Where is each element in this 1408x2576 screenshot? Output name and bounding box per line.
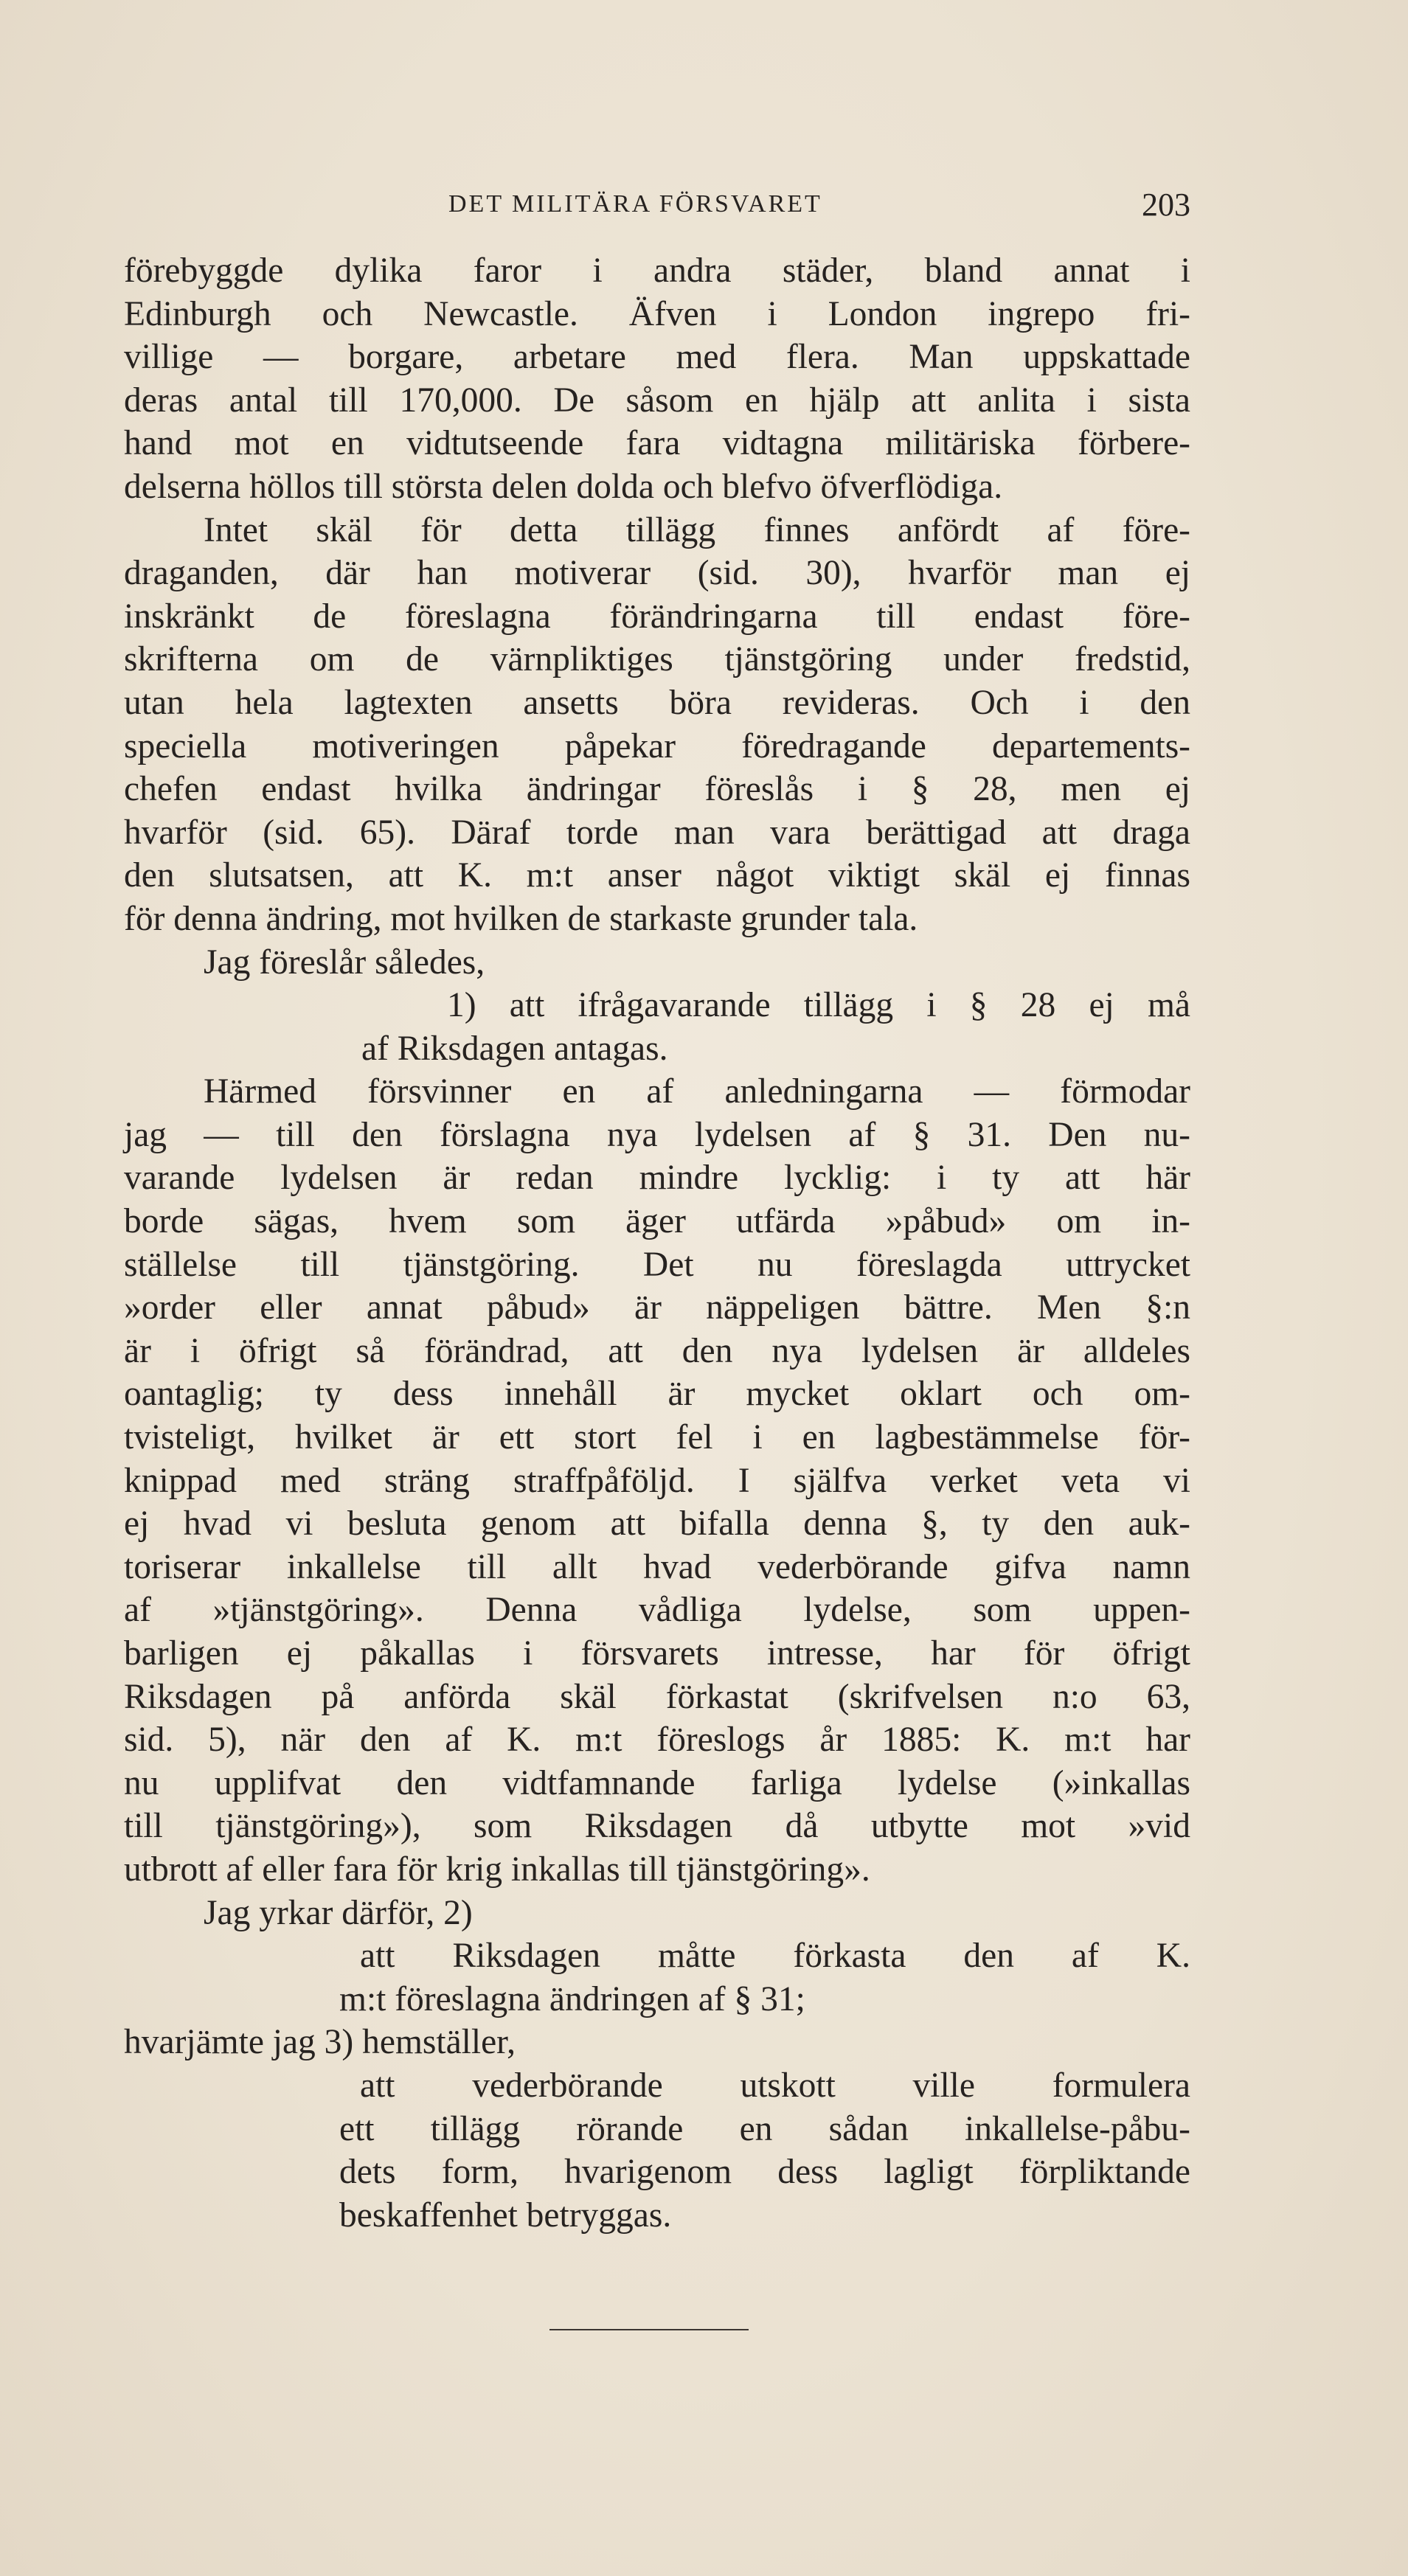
text-line: att vederbörande utskott ville formulera — [360, 2066, 1190, 2105]
text-line: af Riksdagen antagas. — [361, 1029, 668, 1068]
text-line: hvarför (sid. 65). Däraf torde man vara berättigad att draga — [124, 813, 1190, 852]
text-line: toriserar inkallelse till allt hvad vederbörande gifva namn — [124, 1547, 1190, 1586]
text-line: villige — borgare, arbetare med flera. Man uppskattade — [124, 338, 1190, 377]
text-line: Jag föreslår således, — [204, 942, 485, 982]
text-line: till tjänstgöring»), som Riksdagen då utbytte mot »vid — [124, 1807, 1190, 1846]
text-line: varande lydelsen är redan mindre lycklig: i ty att här — [124, 1159, 1190, 1198]
text-line: af »tjänstgöring». Denna vådliga lydelse, som uppen- — [124, 1591, 1190, 1630]
text-line: den slutsatsen, att K. m:t anser något viktigt skäl ej finnas — [124, 856, 1190, 895]
text-line: är i öfrigt så förändrad, att den nya lydelsen är alldeles — [124, 1331, 1190, 1370]
text-line: dets form, hvarigenom dess lagligt förpliktande — [339, 2153, 1190, 2192]
text-line: att Riksdagen måtte förkasta den af K. — [360, 1937, 1190, 1976]
text-line: chefen endast hvilka ändringar föreslås i § 28, men ej — [124, 770, 1190, 809]
page-header — [124, 186, 1190, 230]
text-line: hand mot en vidtutseende fara vidtagna militäriska förbere- — [124, 424, 1190, 463]
text-line: Edinburgh och Newcastle. Äfven i London ingrepo fri- — [124, 294, 1190, 333]
text-line: draganden, där han motiverar (sid. 30), hvarför man ej — [124, 554, 1190, 593]
text-line: knippad med sträng straffpåföljd. I själfva verket veta vi — [124, 1461, 1190, 1500]
text-line: jag — till den förslagna nya lydelsen af § 31. Den nu- — [124, 1115, 1190, 1154]
text-line: utbrott af eller fara för krig inkallas till tjänstgöring». — [124, 1850, 870, 1889]
text-line: inskränkt de föreslagna förändringarna till endast före- — [124, 597, 1190, 636]
text-line: ställelse till tjänstgöring. Det nu föreslagda uttrycket — [124, 1245, 1190, 1284]
text-line: ej hvad vi besluta genom att bifalla denna §, ty den auk- — [124, 1504, 1190, 1544]
text-line: utan hela lagtexten ansetts böra revideras. Och i den — [124, 683, 1190, 722]
running-title: DET MILITÄRA FÖRSVARET — [448, 190, 822, 218]
text-line: för denna ändring, mot hvilken de starkaste grunder tala. — [124, 899, 918, 938]
text-line: speciella motiveringen påpekar föredragande departements- — [124, 726, 1190, 765]
text-line: m:t föreslagna ändringen af § 31; — [339, 1979, 805, 2018]
text-line: delserna höllos till största delen dolda och blefvo öfverflödiga. — [124, 467, 1003, 506]
section-end-rule — [549, 2329, 749, 2330]
text-line: borde sägas, hvem som äger utfärda »påbud» om in- — [124, 1202, 1190, 1241]
text-line: Jag yrkar därför, 2) — [204, 1893, 473, 1932]
text-line: tvisteligt, hvilket är ett stort fel i en lagbestämmelse för- — [124, 1418, 1190, 1457]
text-line: »order eller annat påbud» är näppeligen bättre. Men §:n — [124, 1288, 1190, 1327]
text-line: oantaglig; ty dess innehåll är mycket oklart och om- — [124, 1375, 1190, 1414]
text-line: barligen ej påkallas i försvarets intresse, har för öfrigt — [124, 1634, 1190, 1673]
text-line: hvarjämte jag 3) hemställer, — [124, 2023, 516, 2062]
text-line: beskaffenhet betryggas. — [339, 2195, 672, 2235]
text-line: ett tillägg rörande en sådan inkallelse-påbu- — [339, 2109, 1190, 2148]
text-line: förebyggde dylika faror i andra städer, bland annat i — [124, 251, 1190, 290]
body-text — [124, 249, 1190, 2237]
text-line: skrifterna om de värnpliktiges tjänstgöring under fredstid, — [124, 640, 1190, 679]
text-line: Riksdagen på anförda skäl förkastat (skrifvelsen n:o 63, — [124, 1677, 1190, 1716]
text-line: nu upplifvat den vidtfamnande farliga lydelse (»inkallas — [124, 1763, 1190, 1802]
text-line: sid. 5), när den af K. m:t föreslogs år 1885: K. m:t har — [124, 1721, 1190, 1760]
page-number: 203 — [1142, 187, 1190, 223]
text-line: Intet skäl för detta tillägg finnes anfördt af före- — [204, 510, 1190, 549]
text-line: Härmed försvinner en af anledningarna — förmodar — [204, 1072, 1190, 1111]
text-line: 1) att ifrågavarande tillägg i § 28 ej må — [447, 986, 1190, 1025]
text-line: deras antal till 170,000. De såsom en hjälp att anlita i sista — [124, 381, 1190, 420]
